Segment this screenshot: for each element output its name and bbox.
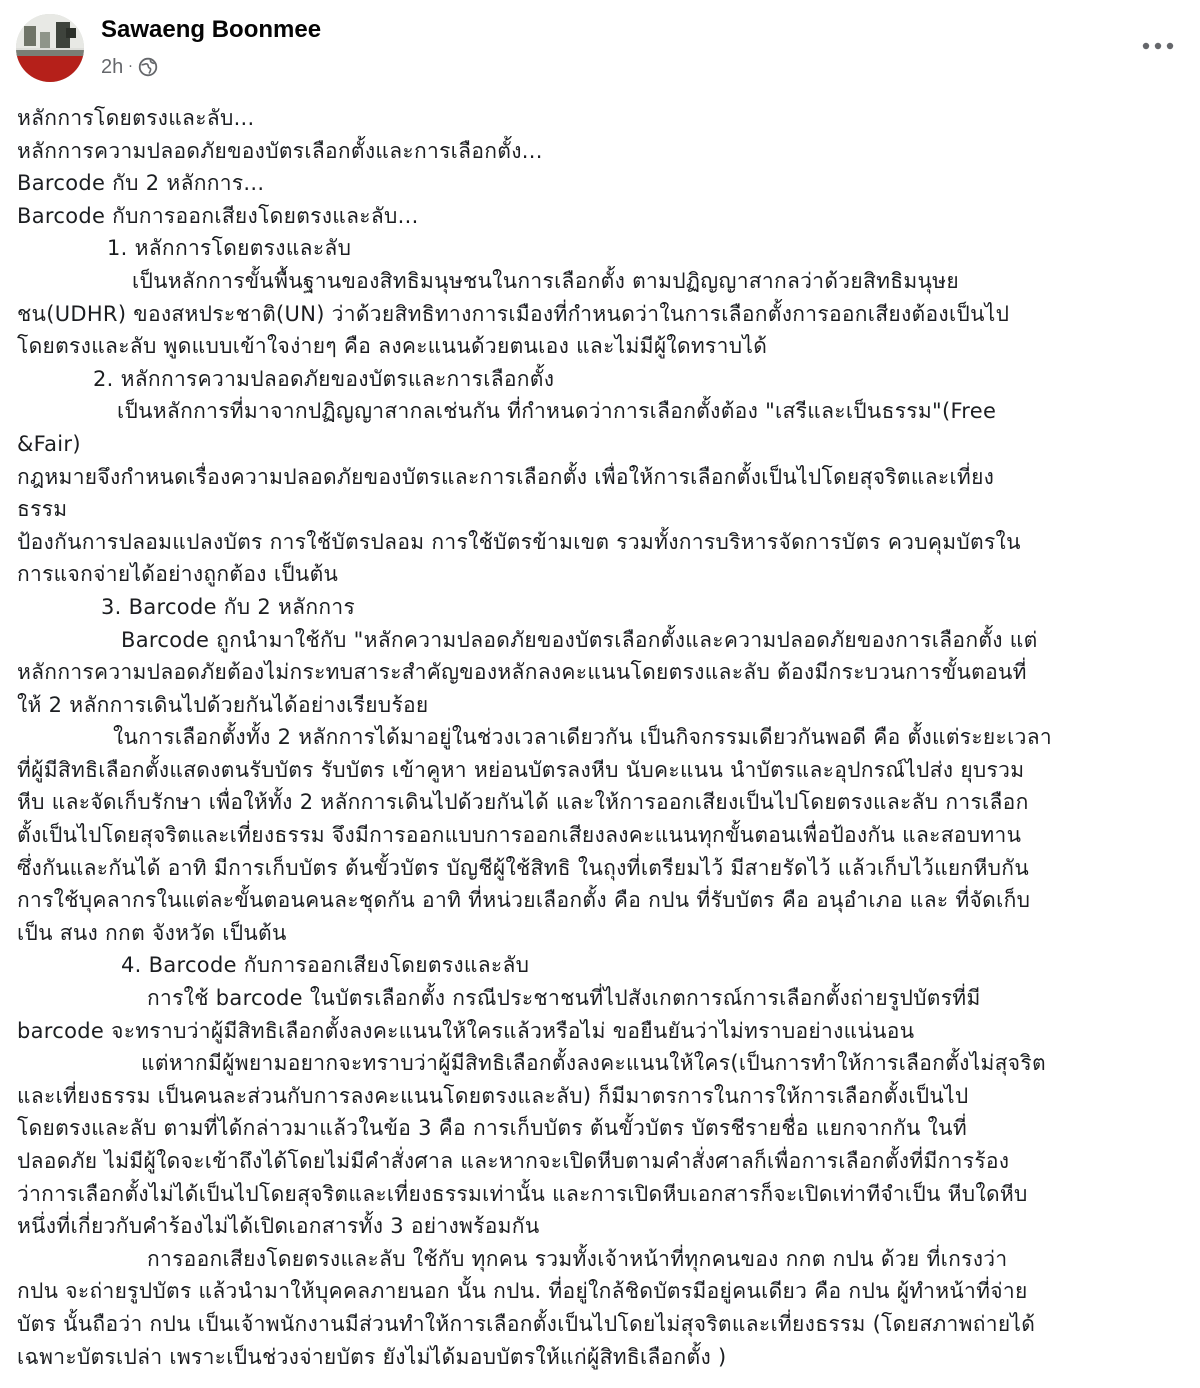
post-line: ซึ่งกันและกันได้ อาทิ มีการเก็บบัตร ต้นขั้วบัตร บัญชีผู้ใช้สิทธิ ในถุงที่เตรียมไว้ มีสายรัดไว้ แล้วเก็บไว้แยกหีบกัน [17, 855, 1029, 880]
post-line: 4. Barcode กับการออกเสียงโดยตรงและลับ [121, 953, 530, 978]
post-line: 1. หลักการโดยตรงและลับ [107, 236, 352, 261]
post-line: ให้ 2 หลักการเดินไปด้วยกันได้อย่างเรียบร้อย [17, 692, 429, 717]
post-line: 3. Barcode กับ 2 หลักการ [101, 594, 356, 619]
post-meta [101, 55, 158, 79]
post-line: กฎหมายจึงกำหนดเรื่องความปลอดภัยของบัตรและการเลือกตั้ง เพื่อให้การเลือกตั้งเป็นไปโดยสุจริตและเที่ยง [17, 464, 995, 489]
more-options-icon[interactable] [1140, 36, 1176, 56]
post-line: ตั้งเป็นไปโดยสุจริตและเที่ยงธรรม จึงมีการออกแบบการออกเสียงลงคะแนนทุกขั้นตอนเพื่อป้องกัน และสอบทาน [17, 823, 1022, 848]
post-line: กปน จะถ่ายรูปบัตร แล้วนำมาให้บุคคลภายนอก นั้น กปน. ที่อยู่ใกล้ชิดบัตรมีอยู่คนเดียว คือ กปน ผู้ทำหน้าที่จ่าย [17, 1279, 1028, 1304]
author-name[interactable]: Sawaeng Boonmee [101, 16, 322, 43]
post-line: ที่ผู้มีสิทธิเลือกตั้งแสดงตนรับบัตร รับบัตร เข้าคูหา หย่อนบัตรลงหีบ นับคะแนน นำบัตรและอุปกรณ์ไปส่ง ยุบรวม [17, 757, 1025, 782]
post-header [0, 0, 1200, 95]
avatar[interactable] [16, 14, 84, 82]
meta-separator: · [128, 59, 133, 75]
post-line: หลักการความปลอดภัยต้องไม่กระทบสาระสำคัญของหลักลงคะแนนโดยตรงและลับ ต้องมีกระบวนการขั้นตอนที่ [17, 660, 1027, 685]
post-line: ธรรม [17, 497, 68, 522]
post-line: แต่หากมีผู้พยามอยากจะทราบว่าผู้มีสิทธิเลือกตั้งลงคะแนนให้ใคร(เป็นการทำให้การเลือกตั้งไม่สุจริต [141, 1051, 1046, 1076]
post-line: การแจกจ่ายได้อย่างถูกต้อง เป็นต้น [17, 562, 339, 587]
post-text [17, 102, 1187, 1373]
post-line: หลักการโดยตรงและลับ... [17, 106, 255, 130]
post-line: และเที่ยงธรรม เป็นคนละส่วนกับการลงคะแนนโดยตรงและลับ) ก็มีมาตรการในการให้การเลือกตั้งเป็นไป [17, 1083, 969, 1108]
post-line: เป็นหลักการขั้นพื้นฐานของสิทธิมนุษชนในการเลือกตั้ง ตามปฏิญญาสากลว่าด้วยสิทธิมนุษย [132, 268, 959, 293]
post-line: การออกเสียงโดยตรงและลับ ใช้กับ ทุกคน รวมทั้งเจ้าหน้าที่ทุกคนของ กกต กปน ด้วย ที่เกรงว่า [147, 1246, 1008, 1271]
post-line: ว่าการเลือกตั้งไม่ได้เป็นไปโดยสุจริตและเที่ยงธรรมเท่านั้น และการเปิดหีบเอกสารก็จะเปิดเท่าทีจำเป็น หีบใดหีบ [17, 1181, 1028, 1206]
globe-icon[interactable] [138, 57, 158, 77]
post-line: ในการเลือกตั้งทั้ง 2 หลักการได้มาอยู่ในช่วงเวลาเดียวกัน เป็นกิจกรรมเดียวกันพอดี คือ ตั้งแต่ระยะเวลา [113, 725, 1052, 750]
post-line: เป็นหลักการที่มาจากปฏิญญาสากลเช่นกัน ที่กำหนดว่าการเลือกตั้งต้อง "เสรีและเป็นธรรม"(Free [117, 399, 997, 424]
post-line: เฉพาะบัตรเปล่า เพราะเป็นช่วงจ่ายบัตร ยังไม่ได้มอบบัตรให้แก่ผู้สิทธิเลือกตั้ง ) [17, 1344, 727, 1369]
post-line: หีบ และจัดเก็บรักษา เพื่อให้ทั้ง 2 หลักการเดินไปด้วยกันได้ และให้การออกเสียงเป็นไปโดยตรงและลับ การเลือก [17, 790, 1029, 815]
post-line: Barcode กับ 2 หลักการ... [17, 171, 265, 196]
post-line: หลักการความปลอดภัยของบัตรเลือกตั้งและการเลือกตั้ง... [17, 138, 543, 163]
post-line: Barcode กับการออกเสียงโดยตรงและลับ... [17, 203, 419, 228]
post-line: ปลอดภัย ไม่มีผู้ใดจะเข้าถึงได้โดยไม่มีคำสั่งศาล และหากจะเปิดหีบตามคำสั่งศาลก็เพื่อการเลือกตั้งที่มีการร้อง [17, 1149, 1010, 1173]
post-line: บัตร นั้นถือว่า กปน เป็นเจ้าพนักงานมีส่วนทำให้การเลือกตั้งเป็นไปโดยไม่สุจริตและเที่ยงธรรม (โดยสภาพถ่ายได้ [17, 1311, 1036, 1336]
post-line: 2. หลักการความปลอดภัยของบัตรและการเลือกตั้ง [93, 366, 555, 391]
post-line: Barcode ถูกนำมาใช้กับ "หลักความปลอดภัยของบัตรเลือกตั้งและความปลอดภัยของการเลือกตั้ง แต่ [121, 627, 1038, 652]
post-line: โดยตรงและลับ ตามที่ได้กล่าวมาแล้วในข้อ 3 คือ การเก็บบัตร ต้นขั้วบัตร บัตรชีรายชื่อ แยกจากกัน ในที่ [17, 1116, 967, 1141]
post-line: ชน(UDHR) ของสหประชาติ(UN) ว่าด้วยสิทธิทางการเมืองที่กำหนดว่าในการเลือกตั้งการออกเสียงต้องเป็นไป [17, 301, 1010, 326]
post-line: หนึ่งที่เกี่ยวกับคำร้องไม่ได้เปิดเอกสารทั้ง 3 อย่างพร้อมกัน [17, 1214, 540, 1239]
post-line: โดยตรงและลับ พูดแบบเข้าใจง่ายๆ คือ ลงคะแนนด้วยตนเอง และไม่มีผู้ใดทราบได้ [17, 334, 768, 359]
post-timestamp[interactable]: 2h [101, 55, 124, 78]
post-line: barcode จะทราบว่าผู้มีสิทธิเลือกตั้งลงคะแนนให้ใครแล้วหรือไม่ ขอยืนยันว่าไม่ทราบอย่างแน่นอน [17, 1018, 915, 1043]
post-line: การใช้ barcode ในบัตรเลือกตั้ง กรณีประชาชนที่ไปสังเกตการณ์การเลือกตั้งถ่ายรูปบัตรที่มี [147, 986, 981, 1011]
post-line: เป็น สนง กกต จังหวัด เป็นต้น [17, 920, 287, 945]
post-line: ป้องกันการปลอมแปลงบัตร การใช้บัตรปลอม การใช้บัตรข้ามเขต รวมทั้งการบริหารจัดการบัตร ควบคุมบัตรใน [17, 529, 1021, 554]
avatar-photo [16, 14, 84, 82]
post-line: การใช้บุคลากรในแต่ละขั้นตอนคนละชุดกัน อาทิ ที่หน่วยเลือกตั้ง คือ กปน ที่รับบัตร คือ อนุอำเภอ และ ที่จัดเก็บ [17, 888, 1031, 913]
post-line: &Fair) [17, 431, 81, 456]
